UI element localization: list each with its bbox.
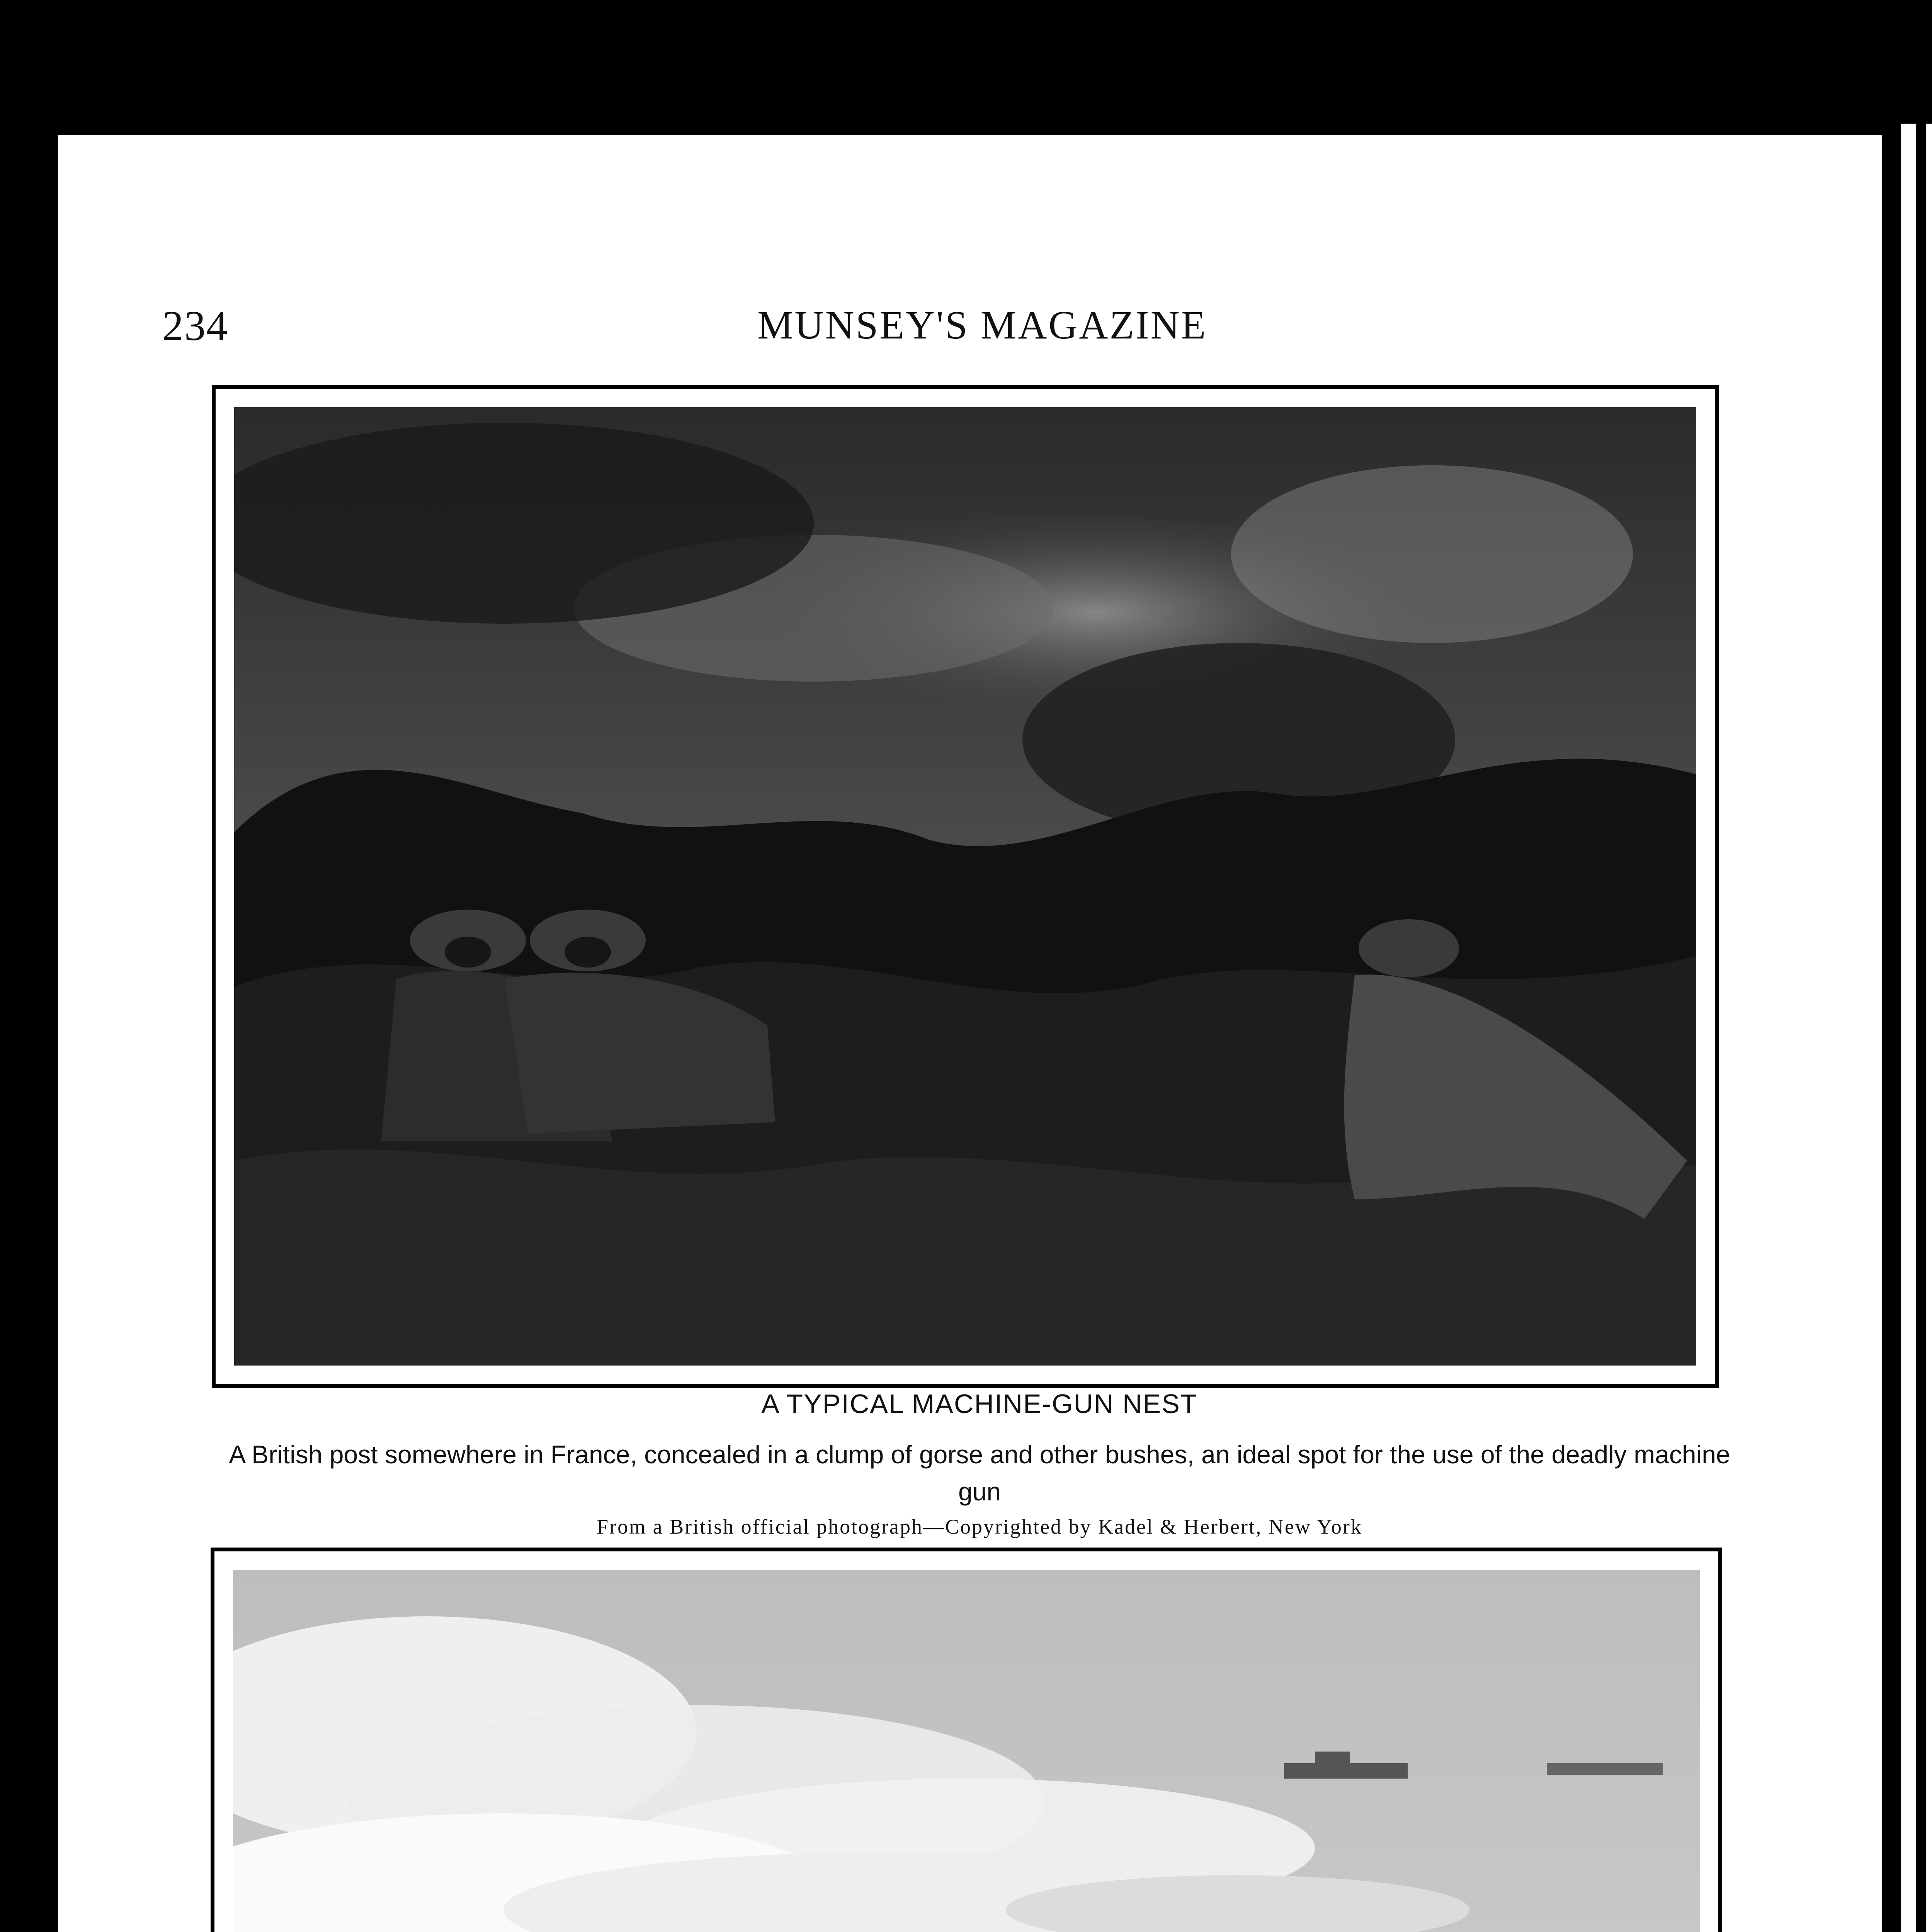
photo-machine-gun-nest-image [234, 407, 1696, 1366]
photo-machine-gun-nest [212, 385, 1719, 1388]
photo-1-title: A TYPICAL MACHINE-GUN NEST [761, 1389, 1198, 1419]
photo-smoke-screens [211, 1548, 1722, 1932]
page-number: 234 [162, 302, 228, 349]
facing-page-edge [1901, 124, 1932, 1932]
facing-page-gutter-line [1916, 124, 1926, 1932]
photo-1-credit: From a British official photograph—Copyrighted by Kadel & Herbert, New York [597, 1515, 1362, 1538]
photo-smoke-screens-image [233, 1570, 1700, 1932]
running-head: MUNSEY'S MAGAZINE [757, 303, 1208, 347]
photo-1-caption: A British post somewhere in France, concealed in a clump of gorse and other bushes, an ideal spot for the use of the deadly machine gun [229, 1440, 1730, 1506]
